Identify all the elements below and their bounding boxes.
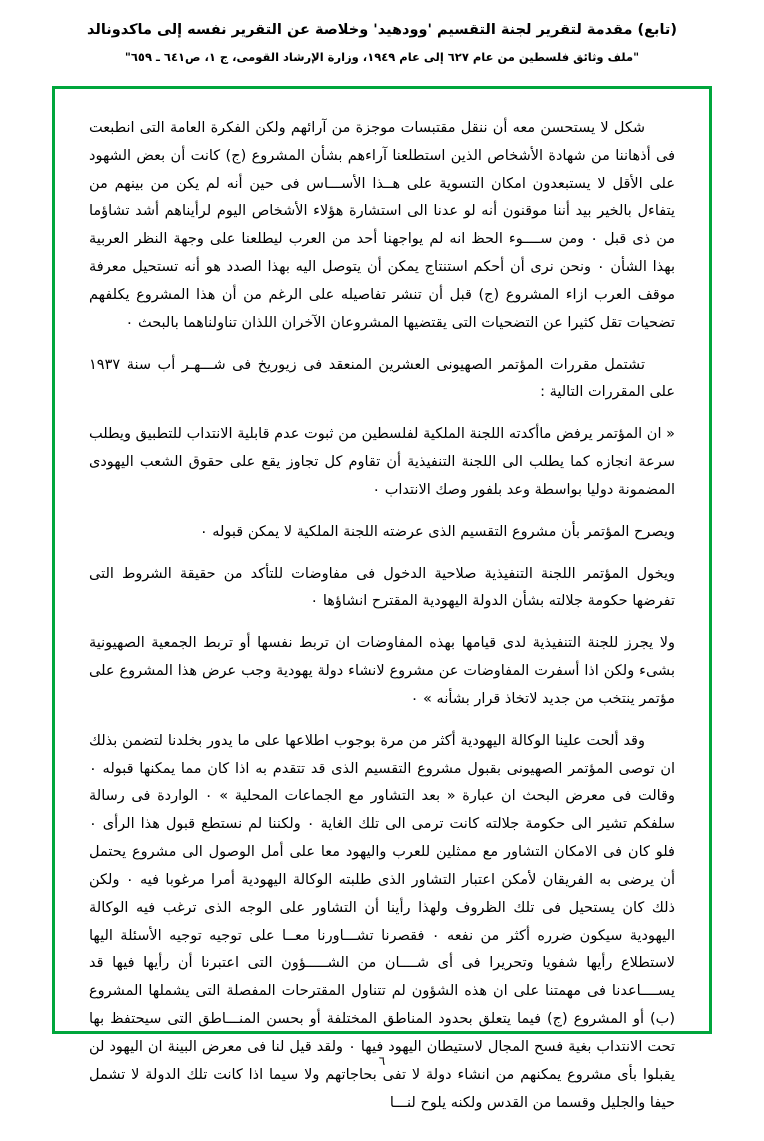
page-number: ٦	[378, 1054, 386, 1068]
paragraph-quote: « ان المؤتمر يرفض ماأكدته اللجنة الملكية لفلسطين من ثبوت عدم قابلية الانتداب للتطبيق ويطلب سرعة انجازه كما يطلب الى اللجنة التنفيذية أن تقاوم كل تجاوز يقع على حقوق الشعب اليهودى المضمونة دوليا بواسطة وعد بلفور وصك الانتداب ٠	[89, 426, 675, 498]
paragraph: وقد ألحت علينا الوكالة اليهودية أكثر من مرة بوجوب اطلاعها على ما يدور بخلدنا لتضمن بذلك ان توصى المؤتمر الصهيونى بقبول مشروع التقسيم الذى قد تتقدم به اذا كان مما يمكنها قبوله ٠ وقالت فى معرض البحث ان عبارة « بعد التشاور مع الجماعات المحلية » ٠ الواردة فى رسالة سلفكم تشير الى حكومة جلالته كانت ترمى الى تلك الغاية ٠ ولكننا لم نستطع قبول هذا الرأى ٠ فلو كان فى الامكان التشاور مع ممثلين للعرب واليهود معا على أمل الوصول الى مشروع يحتمل أن يرضى به الفريقان لأمكن اعتبار التشاور الذى طلبته الوكالة اليهودية أمرا مرغوبا فيه ٠ ولكن ذلك كان يستحيل فى تلك الظروف ولهذا رأينا أن التشاور على الوجه الذى ترغب فيه الوكالة اليهودية سيكون ضرره أكثر من نفعه ٠ فقصرنا تشـــاورنا معــا على توجيه توجيه الأسئلة اليها لاستطلاع رأيها شفويا وتحريرا فى أى شــــان من الشـــــؤون التى اعتبرنا أن رأيها فيها قد يســــاعدنا فى مهمتنا على ان هذه الشؤون لم تتناول المقترحات المفصلة التى يشملها المشروع (ب) أو المشروع (ج) فيما يتعلق بحدود المناطق المختلفة أو بحسن المنـــاطق التى سيحتفظ بها تحت الانتداب بغية فسح المجال لاستيطان اليهود فيها ٠ ولقد قيل لنا فى معرض البينة ان اليهود لن يقبلوا بأى مشروع يمكنهم من انشاء دولة لا تفى بحاجاتهم ولا سيما اذا كانت تلك الدولة لا تشمل حيفا والجليل وقسما من القدس ولكنه يلوح لنـــا	[89, 732, 676, 1111]
source-citation: "ملف وثائق فلسطين من عام ٦٢٧ إلى عام ١٩٤٩، وزارة الإرشاد القومى، ج ١، ص٦٤١ ـ ٦٥٩"	[124, 49, 640, 64]
paragraph-quote: ويصرح المؤتمر بأن مشروع التقسيم الذى عرضته اللجنة الملكية لا يمكن قبوله ٠	[199, 523, 675, 540]
paragraph-quote: ويخول المؤتمر اللجنة التنفيذية صلاحية الدخول فى مفاوضات للتأكد من حقيقة الشروط التى تفرضها حكومة جلالته بشأن الدولة اليهودية المقترح انشاؤها ٠	[89, 565, 675, 610]
page-title: (تابع) مقدمة لتقرير لجنة التقسيم 'وودهيد' وخلاصة عن التقرير نفسه إلى ماكدونالد	[87, 22, 677, 38]
document-header	[0, 0, 764, 66]
content-frame	[52, 86, 712, 1111]
paragraph: شكل لا يستحسن معه أن ننقل مقتبسات موجزة من آرائهم ولكن الفكرة العامة التى انطبعت فى أذهاننا من شهادة الأشخاص الذين استطلعنا آراءهم بشأن المشروع (ج) كانت أن بعض الشهود على الأقل لا يستبعدون امكان التسوية على هــذا الأســـاس فى حين أنه لم يكن من بينهم من يتفاءل بالخير بيد أننا موقنون أنه لو عدنا الى استشارة هؤلاء الأشخاص اليوم لرأيناهم أشد تشاؤما من ذى قبل ٠ ومن ســــوء الحظ انه لم يواجهنا أحد من العرب ليطلعنا على وجهة النظر العربية بهذا الشأن ٠ ونحن نرى أن أحكم استنتاج يمكن أن يتوصل اليه بهذا الصدد هو أنه تستحيل معرفة موقف العرب ازاء المشروع (ج) قبل أن تنشر تفاصيله على الرغم من أن هذا المشروع يكلفهم تضحيات تقل كثيرا عن التضحيات التى يقتضيها المشروعان الآخران اللذان تناولناهما بالبحث ٠	[89, 120, 675, 331]
paragraph: تشتمل مقررات المؤتمر الصهيونى العشرين المنعقد فى زيوريخ فى شـــهـر أب سنة ١٩٣٧ على المقررات التالية :	[89, 356, 675, 401]
paragraph-quote: ولا يجرز للجنة التنفيذية لدى قيامها بهذه المفاوضات ان تربط نفسها أو تربط الجمعية الصهيونية بشىء ولكن اذا أسفرت المفاوضات عن مشروع لانشاء دولة يهودية وجب عرض هذا المشروع على مؤتمر ينتخب من جديد لاتخاذ قرار بشأنه » ٠	[89, 635, 675, 707]
document-body	[55, 89, 709, 1141]
